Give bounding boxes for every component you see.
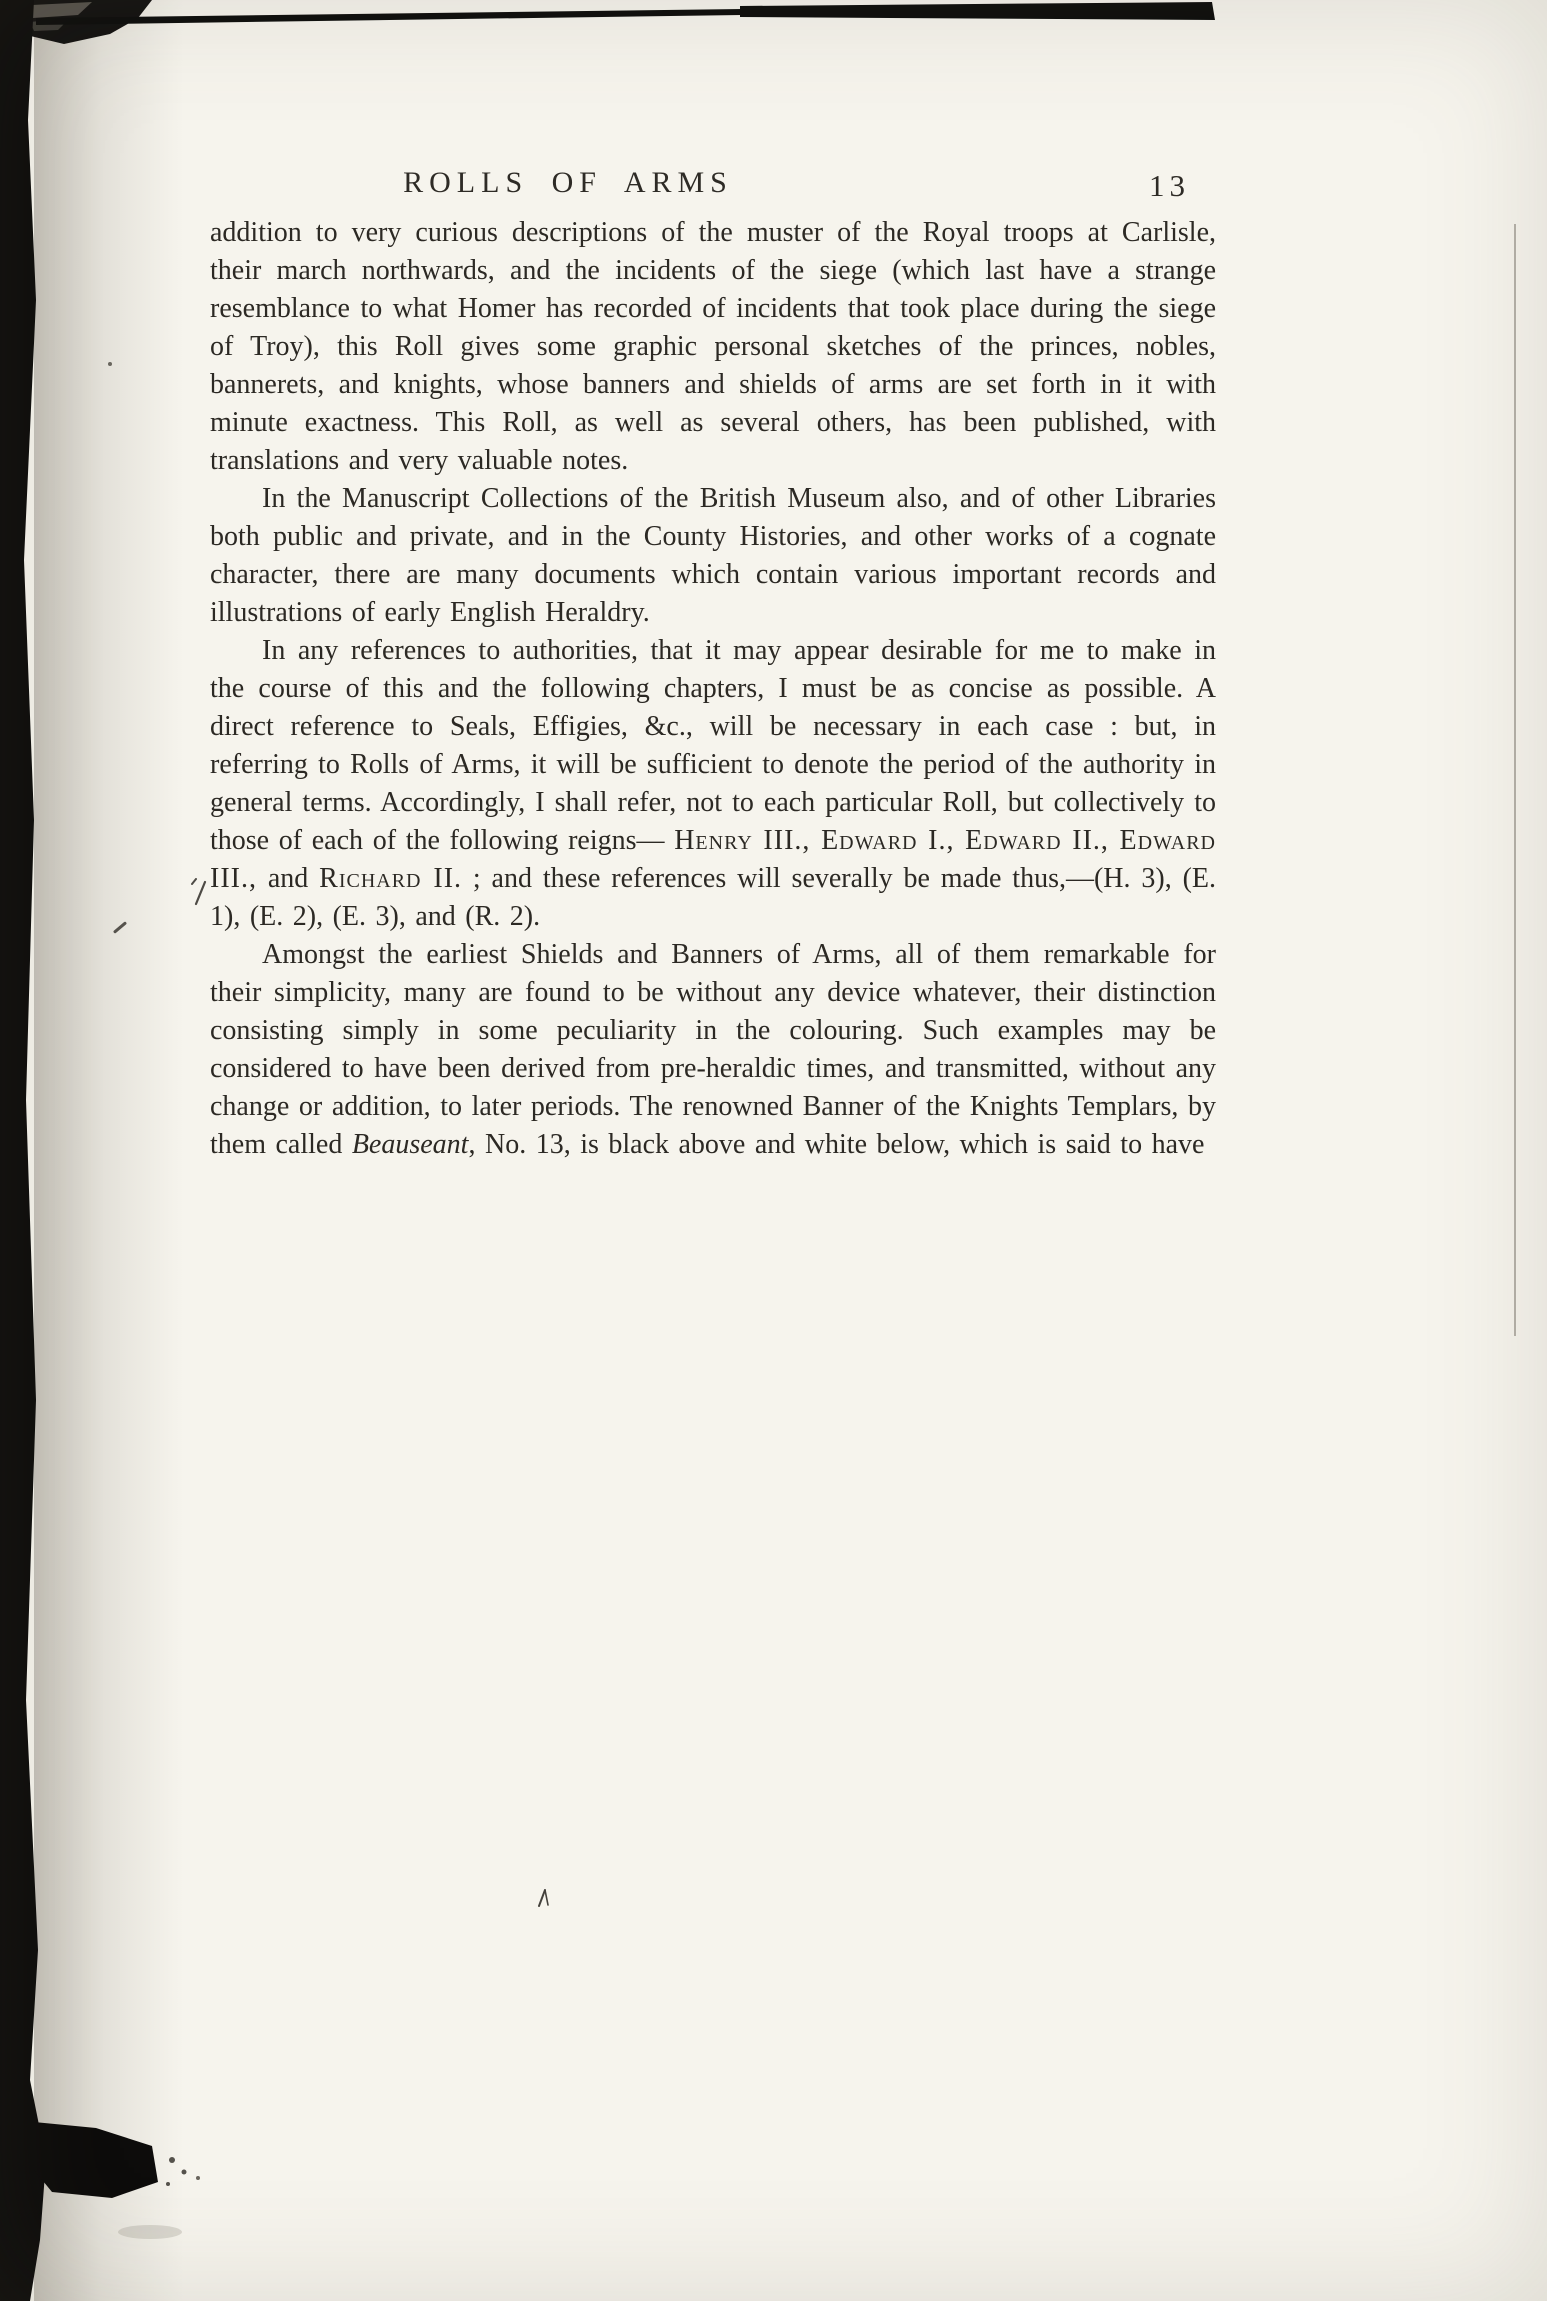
- text-run: ; and these references will severally be made thus,—(H. 3), (E. 1), (E. 2), (E. 3), and (R. 2).: [210, 863, 1216, 932]
- paragraph: [210, 480, 1216, 632]
- text-run: In the Manuscript Collections of the British Museum also, and of other Libraries both public and private, and in the County Histories, and other works of a cognate character, there are many documents which contain various important records and illustrations of early English Heraldry.: [210, 483, 1216, 628]
- italic-run: Beauseant: [351, 1129, 469, 1160]
- text-run: and: [256, 863, 320, 894]
- small-caps-run: Richard II.: [319, 863, 463, 894]
- text-run: In any references to authorities, that it may appear desirable for me to make in the course of this and the following chapters, I must be as concise as possible. A direct reference to Seals, Effigies, &c., will be necessary in each case : but, in referring to Rolls of Arms, it will be sufficient to denote the period of the authority in general terms. Accordingly, I shall refer, not to each particular Roll, but collectively to those of each of the following reigns—: [210, 635, 1216, 856]
- paragraph: [210, 632, 1216, 936]
- text-run: addition to very curious descriptions of the muster of the Royal troops at Carlisle, their march northwards, and the incidents of the siege (which last have a strange resemblance to what Homer has recorded of incidents that took place during the siege of Troy), this Roll gives some graphic personal sketches of the princes, nobles, bannerets, and knights, whose banners and shields of arms are set forth in it with minute exactness. This Roll, as well as several others, has been published, with translations and very valuable notes.: [210, 217, 1216, 476]
- paragraph: [210, 214, 1216, 480]
- page-header: [210, 166, 1216, 212]
- small-caps-run: Henry III., Edward I., Edward II., Edward III.,: [210, 825, 1216, 894]
- scan-edge-top: [0, 0, 1547, 70]
- text-block: [210, 214, 1216, 1164]
- running-title: ROLLS OF ARMS: [403, 166, 733, 199]
- paragraph: [210, 936, 1216, 1164]
- text-run: , No. 13, is black above and white below, which is said to have: [468, 1129, 1205, 1160]
- page-number: 13: [1149, 168, 1190, 203]
- book-binding-shadow: [0, 0, 220, 2301]
- page-edge-line: [1514, 224, 1516, 1336]
- text-run: Amongst the earliest Shields and Banners of Arms, all of them remarkable for their simplicity, many are found to be without any device whatever, their distinction consisting simply in some peculiarity in the colouring. Such examples may be considered to have been derived from pre-heraldic times, and transmitted, without any change or addition, to later periods. The renowned Banner of the Knights Templars, by them called: [210, 939, 1216, 1160]
- caret-ink-mark: [536, 1888, 552, 1908]
